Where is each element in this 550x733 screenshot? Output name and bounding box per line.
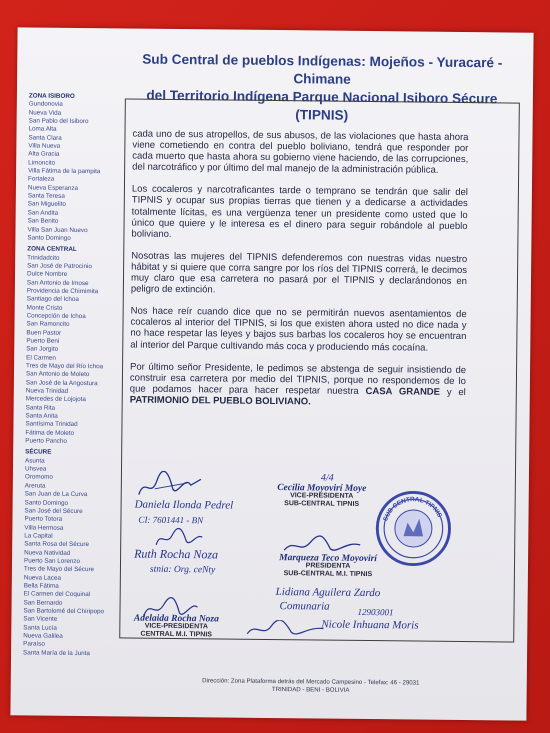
sidebar-community-item: Villa Fátima de la pampita — [28, 167, 101, 176]
sidebar-community-item: Santísima Trinidad — [25, 420, 78, 429]
sidebar-community-item: Alta Gracia — [28, 150, 60, 159]
sidebar-community-item: Santiago del Ichoa — [26, 295, 79, 304]
sidebar-community-item: Oromomo — [24, 473, 53, 482]
sidebar-community-item: San Ramoncito — [26, 320, 70, 329]
sidebar-community-item: Villa San Juan Nuevo — [27, 225, 88, 234]
sidebar-community-item: Gundonovia — [28, 100, 63, 109]
sidebar-community-item: Puerto Beni — [26, 337, 60, 345]
paragraph-1: cada uno de sus atropellos, de sus abusos, de las violaciones que hasta ahora viene cometiendo en contra del pueblo boliviano, tendrá que responder por cada muerto que hasta ahora su gobierno viene haciendo, de las corrupciones, del narcotráfico y por último del mal manejo de la administración pública. — [132, 128, 469, 177]
signer-role-1a: VICE-PRESIDENTA — [290, 492, 354, 500]
signer-role-2a: PRESIDENTA — [305, 562, 351, 570]
letterhead-line-2: del Territorio Indígena Parque Nacional Isiboro Sécure (TIPNIS) — [146, 87, 498, 123]
svg-text:SUB CENTRAL TIPNIS: SUB CENTRAL TIPNIS — [382, 496, 444, 523]
sidebar-community-item: Nueva Trinidad — [25, 387, 69, 395]
sidebar-community-item: Paraíso — [23, 640, 45, 648]
sidebar-community-item: Santa Anita — [25, 412, 58, 420]
patrimonio-text: PATRIMONIO DEL PUEBLO BOLIVIANO. — [129, 394, 311, 408]
letter-footer — [171, 677, 451, 696]
letter-content — [130, 129, 469, 420]
signature-date: 4/4 — [320, 472, 334, 484]
sidebar-community-item: Santa Lucía — [23, 624, 57, 632]
signature-block-1 — [267, 484, 377, 509]
sidebar-community-item: San Bernardo — [23, 599, 63, 607]
sidebar-community-item: Tres de Mayo del Río Ichoa — [26, 362, 104, 371]
sidebar-community-item: San José de la Angostura — [25, 379, 98, 387]
sidebar-community-item: San Bartolomé del Chiripopo — [23, 607, 105, 616]
sidebar-community-item: San Vicente — [23, 615, 58, 624]
sidebar-community-item: Nueva Galilea — [23, 632, 63, 640]
official-seal-stamp — [374, 489, 453, 568]
sidebar-community-item: Santa Clara — [28, 134, 62, 142]
letterhead-line-1: Sub Central de pueblos Indígenas: Mojeños - Yuracaré - Chimane — [142, 51, 503, 87]
paragraph-5-start: Por último señor Presidente, le pedimos se abstenga de seguir insistiendo de construir esa carretera por medio del TIPNIS, porque no respondemos de lo que podamos hacer para hacer respetar nuestra — [129, 361, 467, 397]
sidebar-community-item: Dulce Nombre — [26, 270, 68, 279]
sidebar-community-item: Puerto Pancho — [25, 437, 67, 445]
sidebar-community-item: San José de Patrocinio — [27, 262, 92, 270]
signature-scribble-5 — [245, 620, 325, 641]
signature-block-2 — [266, 554, 390, 579]
paragraph-4: Nos hace reír cuando dice que no se permitirán nuevos asentamientos de cocaleros al interior del TIPNIS, si los que existen ahora usted no dice nada y no hace respetar las leyes y bajos sus barbas los cocaleros hoy se encuentran al interior del Parque cultivando más coca y produciendo más cocaína. — [130, 305, 467, 354]
sidebar-community-item: Bella Fátima — [23, 582, 59, 590]
paragraph-2: Los cocaleros y narcotraficantes tarde o temprano se tendrán que salir del TIPNIS y ocupar sus propias tierras que tienen y a dedicarse a actividades totalmente lícitas, es una vergüenza tener un presidente como usted que lo único que quiere y le interesa es el dinero para seguir robándole al pueblo boliviano. — [131, 183, 468, 240]
signer-name-1: Cecilia Moyovirí Moye — [277, 483, 367, 494]
sidebar-community-item: Loma Alta — [28, 125, 57, 134]
sidebar-zone-title: ZONA CENTRAL — [27, 245, 77, 254]
signer-name-2: Marqueza Teco Moyovirí — [279, 553, 378, 565]
casa-grande-text: CASA GRANDE — [365, 385, 441, 398]
sidebar-community-item: Asunta — [25, 457, 45, 465]
sidebar-community-item: Santa Teresa — [27, 192, 65, 200]
sidebar-community-item: San Antonio de Moleto — [25, 370, 90, 379]
sidebar-community-item: Mercedes de Lojojota — [25, 395, 86, 404]
sidebar-community-item: Puerto Totora — [24, 515, 63, 523]
signature-sub-2: stnia: Org. ceNty — [149, 564, 216, 576]
paragraph-3: Nosotras las mujeres del TIPNIS defenderemos con nuestras vidas nuestro hábitat y si quiere que corra sangre por los ríos del TIPNIS correrá, le decimos muy claro que esa carretera no pasará por el TIPNIS y declarándonos en peligro de extinción. — [130, 250, 468, 296]
sidebar-community-item: El Carmen — [26, 354, 56, 362]
signatures-area — [121, 468, 513, 642]
sidebar-community-item: Buen Pastor — [26, 329, 62, 337]
signature-scribble-1 — [135, 471, 205, 502]
sidebar-community-item: San Jorgito — [26, 345, 59, 354]
sidebar-community-item: Uhsvea — [24, 465, 47, 473]
sidebar-community-item: La Capital — [24, 532, 53, 540]
sidebar-community-item: San Andita — [27, 209, 59, 217]
sidebar-community-item: Nueva Lacea — [23, 574, 61, 582]
communities-sidebar — [23, 89, 123, 658]
signer-role-3b: CENTRAL M.I. TIPNIS — [140, 630, 213, 639]
signer-role-1b: SUB-CENTRAL TIPNIS — [284, 500, 360, 508]
signature-ci-4: 12903001 — [357, 606, 394, 618]
sidebar-community-item: Areruta — [24, 482, 46, 490]
sidebar-community-item: Tres de Mayo del Sécure — [23, 565, 95, 574]
sidebar-community-item: Santa María de la Junta — [23, 649, 90, 657]
sidebar-community-item: Fátima de Moleto — [25, 429, 75, 437]
signature-name-1: Daniela Ilonda Pedrel — [134, 498, 234, 512]
signer-role-3a: VICE-PRESIDENTA — [144, 622, 209, 631]
sidebar-community-item: Nueva Vida — [28, 109, 62, 117]
sidebar-zone-title: ZONA ISIBORO — [28, 92, 75, 100]
sidebar-community-item: San Miguelito — [27, 200, 66, 209]
sidebar-community-item: Concepción de Ichoa — [26, 312, 86, 320]
signature-block-3 — [121, 614, 231, 639]
sidebar-community-item: Santo Domingo — [24, 498, 69, 507]
sidebar-community-item: San Benito — [27, 217, 59, 225]
signature-sub-3: Comunaria — [279, 600, 330, 613]
signature-ci-1: CI: 7601441 - BN — [138, 514, 204, 526]
sidebar-community-item: Limoncito — [28, 159, 56, 167]
sidebar-community-item: El Carmen del Coquinal — [23, 590, 91, 599]
signature-name-2: Ruth Rocha Noza — [134, 546, 219, 562]
sidebar-community-item: San Juan de La Curva — [24, 490, 88, 499]
footer-address: Dirección: Zona Plataforma detrás del Mercado Campesino - Telefax: 46 - 29031 — [202, 677, 420, 687]
sidebar-community-item: Puerto San Lorenzo — [23, 557, 81, 565]
sidebar-community-item: Santa Rosa del Sécure — [24, 540, 90, 549]
sidebar-community-item: Monte Cristo — [26, 304, 63, 312]
sidebar-community-item: Villa Nueva — [28, 142, 61, 150]
footer-city: TRINIDAD - BENI - BOLIVIA — [271, 686, 350, 694]
sidebar-community-item: Santo Domingo — [27, 234, 71, 242]
sidebar-community-item: Villa Hermosa — [24, 523, 64, 532]
sidebar-zone-title: SÉCURE — [25, 448, 52, 457]
sidebar-community-item: Fortaleza — [27, 175, 55, 184]
sidebar-community-item: San Pablo del Isiboro — [28, 117, 89, 126]
sidebar-community-item: Nueva Esperanza — [27, 184, 79, 192]
sidebar-community-item: Nueva Natividad — [24, 548, 71, 557]
sidebar-community-item: Santa Rita — [25, 404, 56, 412]
paragraph-5 — [130, 361, 466, 409]
sidebar-community-item: Trinidadcito — [27, 253, 60, 262]
letter-page — [10, 27, 533, 720]
sidebar-community-item: San José del Sécure — [24, 507, 83, 515]
sidebar-community-item: San Antonio de Imose — [26, 278, 89, 287]
signature-name-4: Nicole Inhuana Moris — [321, 618, 419, 632]
paragraph-5-mid: y el — [439, 386, 466, 398]
signer-role-2b: SUB-CENTRAL M.I. TIPNIS — [283, 570, 373, 579]
sidebar-community-item: Providencia de Chimimita — [26, 287, 99, 296]
signature-name-3-hand: Lidiana Aguilera Zardo — [275, 586, 381, 600]
signer-name-3: Adelaida Rocha Noza — [133, 613, 219, 625]
